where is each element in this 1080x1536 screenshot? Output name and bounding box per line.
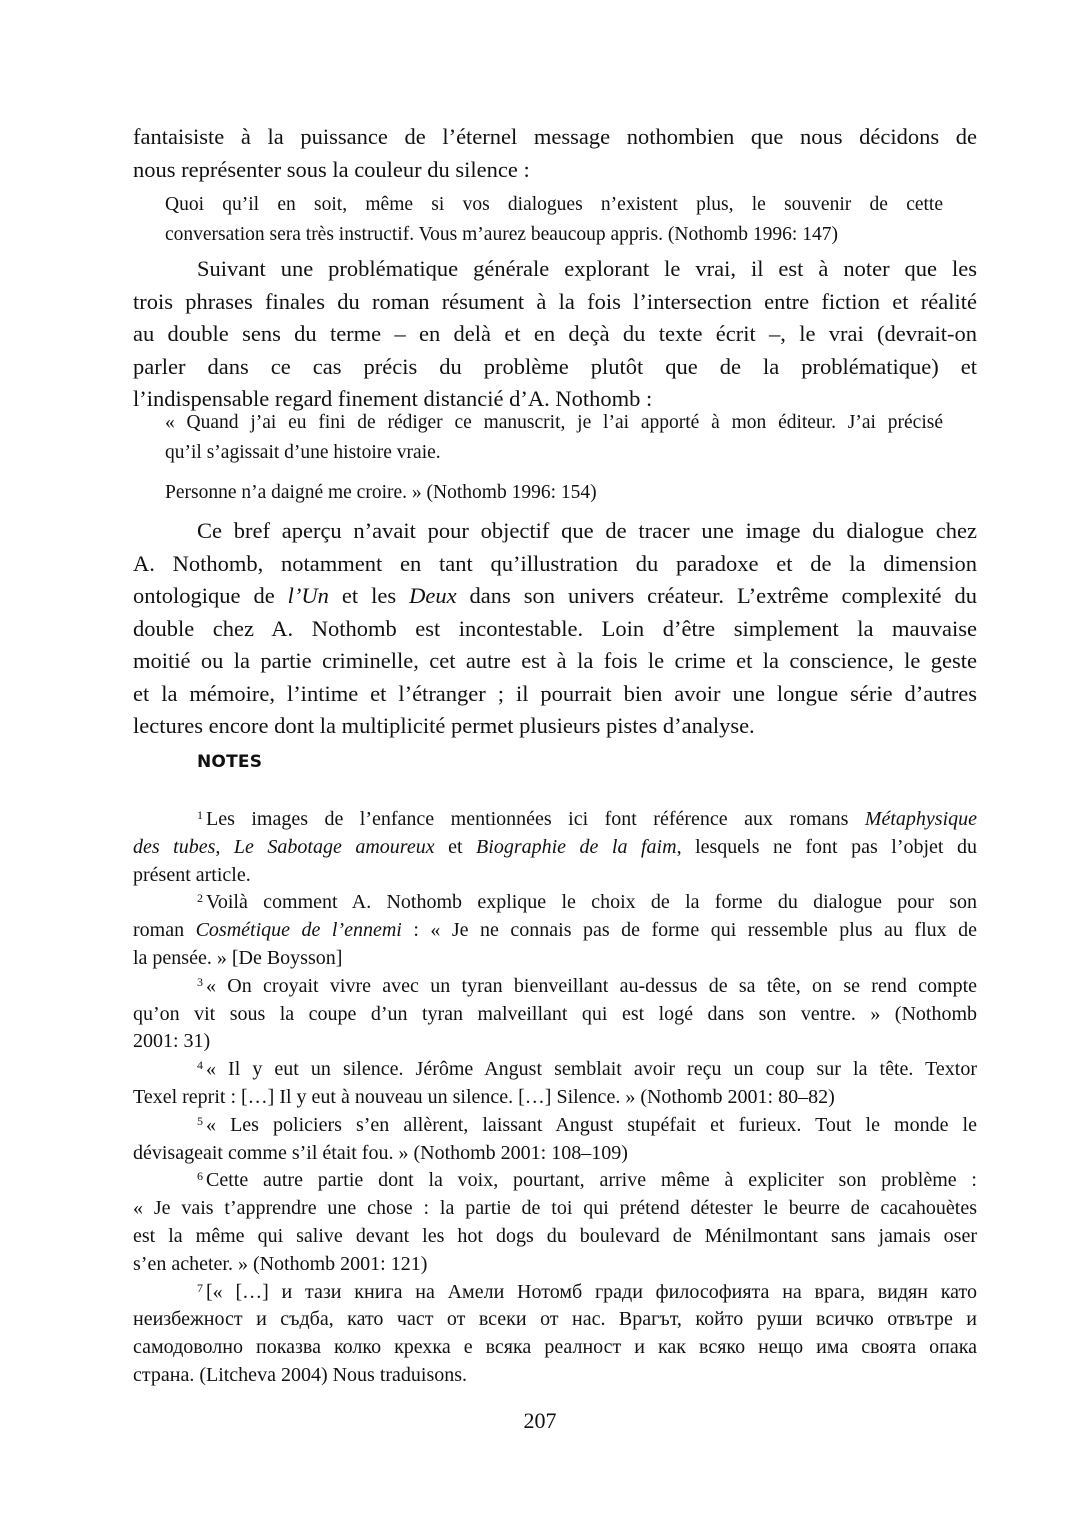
text-line: « Quand j’ai eu fini de rédiger ce manuscrit, je l’ai apporté à mon éditeur. J’ai précisé bbox=[165, 412, 943, 433]
text-line: $^3$ « On croyait vivre avec un tyran bienveillant au-dessus de sa tête, on se rend compte bbox=[197, 974, 977, 997]
italic-title: Métaphysique bbox=[864, 808, 977, 830]
footnote-6 bbox=[133, 1167, 977, 1278]
footnote-7 bbox=[133, 1279, 977, 1390]
text-line: Quoi qu’il en soit, même si vos dialogues n’existent plus, le souvenir de cette bbox=[165, 194, 943, 215]
text-run: Les images de l’enfance mentionnées ici font référence aux romans bbox=[206, 808, 865, 830]
text-line: 2001: 31) bbox=[133, 1030, 211, 1053]
text-line: самодоволно показва колко крехка е всяка реалност и как всяко нещо има своята опака bbox=[133, 1336, 977, 1359]
text-line: « Je vais t’apprendre une chose : la partie de toi qui prétend détester le beurre de cacahouètes bbox=[133, 1197, 977, 1220]
block-quote-1 bbox=[165, 190, 943, 249]
text-run: , bbox=[215, 835, 234, 858]
text-line: nous représenter sous la couleur du silence : bbox=[133, 156, 530, 182]
text-run: ontologique de bbox=[133, 583, 288, 608]
text-line: lectures encore dont la multiplicité permet plusieurs pistes d’analyse. bbox=[133, 713, 755, 738]
text-line: $^5$ « Les policiers s’en allèrent, laissant Angust stupéfait et furieux. Tout le monde le bbox=[197, 1113, 977, 1136]
text-line: Texel reprit : […] Il y eut à nouveau un silence. […] Silence. » (Nothomb 2001: 80–82) bbox=[133, 1085, 835, 1108]
footnote-number: 1 bbox=[197, 808, 203, 822]
text-run: et bbox=[434, 835, 477, 858]
page-number: 207 bbox=[523, 1408, 557, 1433]
text-line: et la mémoire, l’intime et l’étranger ; il pourrait bien avoir une longue série d’autres bbox=[133, 680, 977, 706]
text-line bbox=[133, 834, 977, 862]
text-line: qu’il s’agissait d’une histoire vraie. bbox=[165, 441, 441, 463]
block-quote-2-end bbox=[165, 478, 943, 508]
notes-list bbox=[133, 806, 977, 1390]
text-line: fantaisiste à la puissance de l’éternel message nothombien que nous décidons de bbox=[133, 124, 977, 149]
text-line: s’en acheter. » (Nothomb 2001: 121) bbox=[133, 1252, 428, 1275]
footnote-5 bbox=[133, 1112, 977, 1168]
text-run: , lesquels ne font pas l’objet du bbox=[676, 835, 978, 858]
footnote-1 bbox=[133, 806, 977, 889]
text-line: $^4$ « Il y eut un silence. Jérôme Angust semblait avoir reçu un coup sur la tête. Textor bbox=[197, 1058, 977, 1081]
text-line: moitié ou la partie criminelle, cet autre est à la fois le crime et la conscience, le geste bbox=[133, 648, 977, 673]
italic-title: Le Sabotage amoureux bbox=[233, 835, 435, 858]
footnote-4 bbox=[133, 1056, 977, 1112]
text-line: présent article. bbox=[133, 863, 251, 886]
paragraph-suivant bbox=[133, 253, 977, 416]
text-line: A. Nothomb, notamment en tant qu’illustration du paradoxe et de la dimension bbox=[133, 550, 977, 576]
footnote-2 bbox=[133, 889, 977, 972]
footnote-number: 2 bbox=[197, 891, 203, 906]
italic-title: des tubes bbox=[133, 835, 216, 858]
text-line: Personne n’a daigné me croire. » (Nothomb 1996: 154) bbox=[165, 482, 597, 503]
text-line: double chez A. Nothomb est incontestable. Loin d’être simplement la mauvaise bbox=[133, 615, 977, 641]
footnote-number: 3 bbox=[197, 974, 203, 989]
footnote-number: 7 bbox=[197, 1280, 203, 1295]
text-run: et les bbox=[328, 583, 410, 608]
paragraph-conclusion bbox=[133, 515, 977, 743]
text-line: l’indispensable regard finement distancié d’A. Nothomb : bbox=[133, 386, 653, 411]
text-line: trois phrases finales du roman résument à la fois l’intersection entre fiction et réalité bbox=[133, 288, 977, 314]
text-line bbox=[133, 580, 977, 613]
block-quote-2 bbox=[165, 408, 943, 467]
footnote-number: 4 bbox=[197, 1058, 203, 1073]
text-line: qu’on vit sous la coupe d’un tyran malveillant qui est logé dans son ventre. » (Nothomb bbox=[133, 1002, 977, 1025]
text-line: au double sens du terme – en delà et en deçà du texte écrit –, le vrai (devrait-on bbox=[133, 321, 977, 346]
text-line: страна. (Litcheva 2004) Nous traduisons. bbox=[133, 1363, 468, 1386]
footnote-number: 6 bbox=[197, 1169, 203, 1184]
footnote-number: 5 bbox=[197, 1113, 203, 1128]
italic-title: Cosmétique de l’ennemi bbox=[195, 919, 402, 942]
footnote-3 bbox=[133, 973, 977, 1056]
text-line: Ce bref aperçu n’avait pour objectif que de tracer une image du dialogue chez bbox=[197, 518, 977, 543]
text-line: conversation sera très instructif. Vous m’aurez beaucoup appris. (Nothomb 1996: 147) bbox=[165, 223, 838, 245]
text-line: est la même qui salive devant les hot dogs du boulevard de Ménilmontant sans jamais oser bbox=[133, 1224, 977, 1247]
text-line: parler dans ce cas précis du problème plutôt que de la problématique) et bbox=[133, 353, 977, 379]
text-line: неизбежност и съдба, като част от всеки от нас. Врагът, който руши всичко отвътре и bbox=[133, 1308, 977, 1331]
italic-title: Deux bbox=[409, 583, 457, 608]
paragraph-intro bbox=[133, 121, 977, 186]
text-line: Suivant une problématique générale explorant le vrai, il est à noter que les bbox=[197, 256, 977, 281]
text-line: la pensée. » [De Boysson] bbox=[133, 946, 343, 969]
text-run: : « Je ne connais pas de forme qui ressemble plus au flux de bbox=[401, 919, 978, 942]
text-line bbox=[133, 917, 977, 945]
text-line: dévisageait comme s’il était fou. » (Nothomb 2001: 108–109) bbox=[133, 1141, 628, 1164]
italic-title: l’Un bbox=[287, 583, 329, 608]
text-line: $^7$ [« […] и тази книга на Амели Нотомб гради философията на врага, видян като bbox=[197, 1280, 977, 1303]
text-line bbox=[133, 806, 977, 834]
italic-title: Biographie de la faim bbox=[476, 835, 677, 858]
text-line: $^2$ Voilà comment A. Nothomb explique le choix de la forme du dialogue pour son bbox=[197, 891, 977, 914]
notes-heading: NOTES bbox=[197, 752, 263, 772]
text-line: $^6$ Cette autre partie dont la voix, pourtant, arrive même à expliciter son problème : bbox=[197, 1169, 977, 1192]
text-run: roman bbox=[133, 919, 196, 942]
text-run: dans son univers créateur. L’extrême complexité du bbox=[456, 583, 977, 608]
